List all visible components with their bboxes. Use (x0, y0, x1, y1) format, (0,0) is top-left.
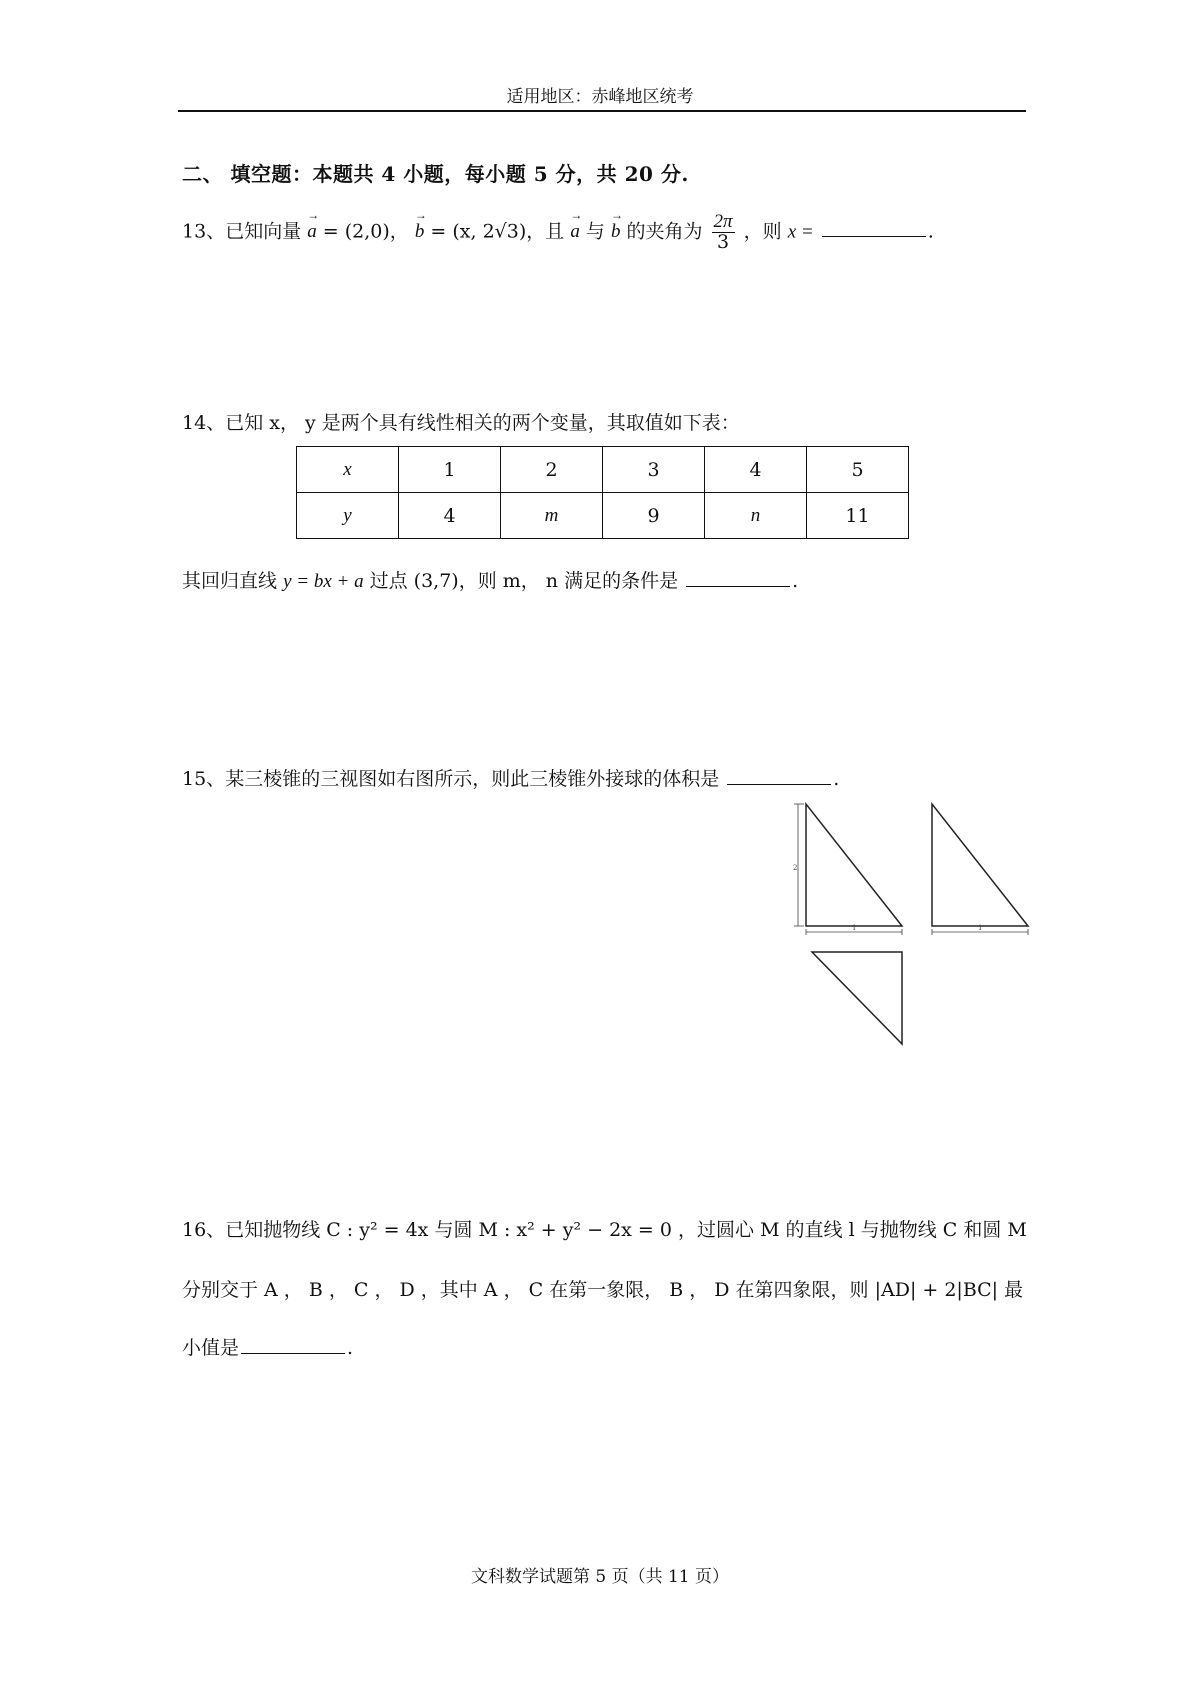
q16-line2: 分别交于 A ， B ， C ， D ，其中 A ， C 在第一象限， B ， D 在第四象限，则 |AD| + 2|BC| 最 (182, 1279, 1024, 1301)
header-rule (178, 110, 1026, 112)
q13-text: 已知向量 (225, 220, 302, 243)
table-row-y (297, 493, 909, 539)
table-cell: 2 (501, 447, 603, 493)
footer-page-number: 文科数学试题第 5 页（共 11 页） (470, 1567, 730, 1587)
three-views-figure (790, 800, 1030, 1050)
table-cell: 11 (807, 493, 909, 539)
q14-answer-blank[interactable] (686, 568, 790, 587)
q16-number: 16、 (182, 1219, 226, 1241)
front-view-triangle (806, 804, 902, 926)
q13-then: ，则 (743, 220, 782, 243)
width-dimension-label: 1 (852, 924, 857, 932)
q13-answer-blank[interactable] (822, 218, 926, 237)
q13-end: . (927, 220, 934, 243)
top-view-triangle (812, 952, 902, 1044)
question-16-line3 (182, 1333, 353, 1360)
vector-b-symbol-2: → b (611, 221, 621, 243)
q14-number: 14、 (182, 412, 226, 434)
data-table (296, 446, 909, 539)
section-title: 二、 填空题：本题共 4 小题，每小题 5 分，共 20 分. (182, 162, 689, 186)
fraction-denominator: 3 (717, 230, 730, 253)
table-cell: n (705, 493, 807, 539)
q13-x-eq: x = (787, 221, 814, 243)
q13-b-eq: = (x, 2√3)，且 (430, 220, 565, 243)
table-cell: y (297, 493, 399, 539)
q13-number: 13、 (182, 220, 226, 243)
table-cell: m (501, 493, 603, 539)
question-14 (182, 408, 740, 435)
side-width-dimension-label: 1 (978, 924, 983, 932)
q14-end: . (792, 570, 799, 592)
table-cell: 5 (807, 447, 909, 493)
q16-line1: 已知抛物线 C : y² = 4x 与圆 M : x² + y² − 2x = 0 ，过圆心 M 的直线 l 与抛物线 C 和圆 M (225, 1219, 1027, 1241)
side-view (932, 804, 1028, 935)
vector-b-symbol: → b (415, 221, 425, 243)
table-cell: 4 (399, 493, 501, 539)
table-cell: 3 (603, 447, 705, 493)
q14-text: 已知 x， y 是两个具有线性相关的两个变量，其取值如下表： (225, 412, 740, 434)
q16-end: . (347, 1337, 354, 1359)
question-14-line2 (182, 566, 798, 593)
q13-angle-text: 的夹角为 (626, 220, 703, 243)
regression-equation: y = bx + a (283, 571, 364, 592)
table-cell: 4 (705, 447, 807, 493)
question-16-line1 (182, 1215, 1027, 1242)
q16-answer-blank[interactable] (241, 1335, 345, 1354)
q14-line2-b: 过点 (3,7)，则 m， n 满足的条件是 (369, 570, 679, 592)
q16-line3: 小值是 (182, 1337, 240, 1359)
table-cell: 1 (399, 447, 501, 493)
side-view-triangle (932, 804, 1028, 926)
vector-a-symbol-2: → a (570, 221, 580, 243)
q15-end: . (833, 768, 840, 790)
q13-and: 与 (585, 220, 605, 243)
question-15 (182, 764, 839, 791)
q15-answer-blank[interactable] (727, 766, 831, 785)
table-cell: 9 (603, 493, 705, 539)
fraction-numerator: 2π (713, 211, 733, 232)
header-region: 适用地区：赤峰地区统考 (506, 87, 694, 107)
height-dimension-label: 2 (793, 864, 798, 872)
table-cell: x (297, 447, 399, 493)
top-view (812, 952, 902, 1044)
vector-a-symbol: → a (307, 221, 317, 243)
q14-line2-a: 其回归直线 (182, 570, 278, 592)
question-16-line2 (182, 1275, 1023, 1302)
front-view (793, 804, 902, 935)
table-row-x (297, 447, 909, 493)
q15-number: 15、 (182, 768, 226, 790)
q13-a-eq: = (2,0)， (322, 220, 409, 243)
question-13 (182, 212, 934, 253)
q15-text: 某三棱锥的三视图如右图所示，则此三棱锥外接球的体积是 (225, 768, 720, 790)
angle-fraction (712, 212, 735, 253)
